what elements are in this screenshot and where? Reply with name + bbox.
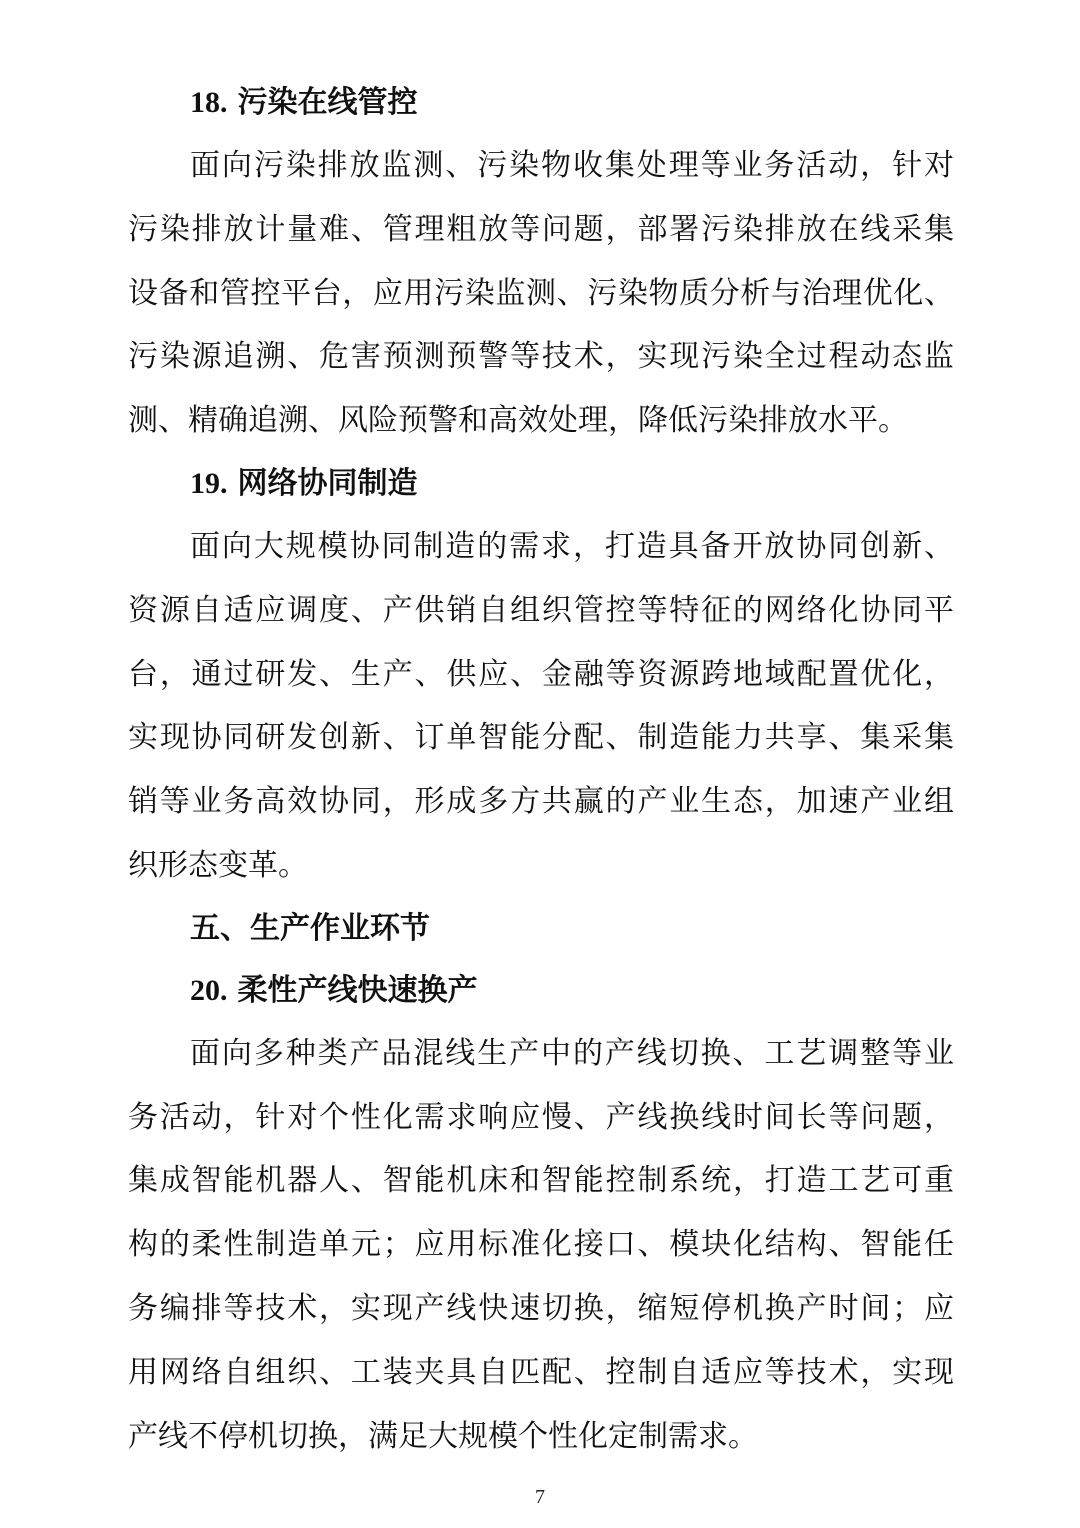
paragraph-line: 务编排等技术，实现产线快速切换，缩短停机换产时间；应	[128, 1290, 954, 1326]
paragraph-line: 测、精确追溯、风险预警和高效处理，降低污染排放水平。	[128, 403, 908, 439]
page-number: 7	[535, 1486, 545, 1508]
paragraph-line: 面向多种类产品混线生产中的产线切换、工艺调整等业	[190, 1035, 954, 1071]
paragraph-line: 污染源追溯、危害预测预警等技术，实现污染全过程动态监	[128, 339, 954, 375]
paragraph-line: 面向污染排放监测、污染物收集处理等业务活动，针对	[190, 148, 954, 183]
section-heading-18	[128, 72, 954, 134]
section-number: 18.	[190, 86, 228, 119]
paragraph-line: 台，通过研发、生产、供应、金融等资源跨地域配置优化，	[128, 656, 954, 692]
section-number: 19.	[190, 466, 228, 500]
section-title: 柔性产线快速换产	[237, 972, 478, 1008]
section-title: 网络协同制造	[237, 465, 418, 501]
section-title: 污染在线管控	[237, 85, 418, 120]
paragraph-line: 污染排放计量难、管理粗放等问题，部署污染排放在线采集	[128, 211, 954, 247]
paragraph-line: 构的柔性制造单元；应用标准化接口、模块化结构、智能任	[128, 1227, 954, 1263]
section-number: 20.	[190, 973, 228, 1007]
paragraph-line: 产线不停机切换，满足大规模个性化定制需求。	[128, 1418, 758, 1454]
paragraph-19	[128, 515, 954, 898]
section-heading-20	[128, 960, 954, 1022]
paragraph-line: 销等业务高效协同，形成多方共赢的产业生态，加速产业组	[128, 784, 954, 820]
paragraph-20	[128, 1022, 954, 1469]
paragraph-line: 用网络自组织、工装夹具自匹配、控制自适应等技术，实现	[128, 1354, 954, 1390]
paragraph-line: 务活动，针对个性化需求响应慢、产线换线时间长等问题，	[128, 1099, 954, 1135]
paragraph-line: 设备和管控平台，应用污染监测、污染物质分析与治理优化、	[128, 275, 954, 311]
paragraph-18	[128, 134, 954, 453]
paragraph-line: 实现协同研发创新、订单智能分配、制造能力共享、集采集	[128, 720, 954, 756]
paragraph-line: 资源自适应调度、产供销自组织管控等特征的网络化协同平	[128, 592, 954, 628]
paragraph-line: 集成智能机器人、智能机床和智能控制系统，打造工艺可重	[128, 1163, 954, 1199]
part-heading-5: 五、生产作业环节	[190, 910, 430, 946]
paragraph-line: 织形态变革。	[128, 847, 308, 883]
paragraph-line: 面向大规模协同制造的需求，打造具备开放协同创新、	[190, 528, 954, 564]
page-content	[128, 72, 954, 1468]
section-heading-19	[128, 453, 954, 515]
